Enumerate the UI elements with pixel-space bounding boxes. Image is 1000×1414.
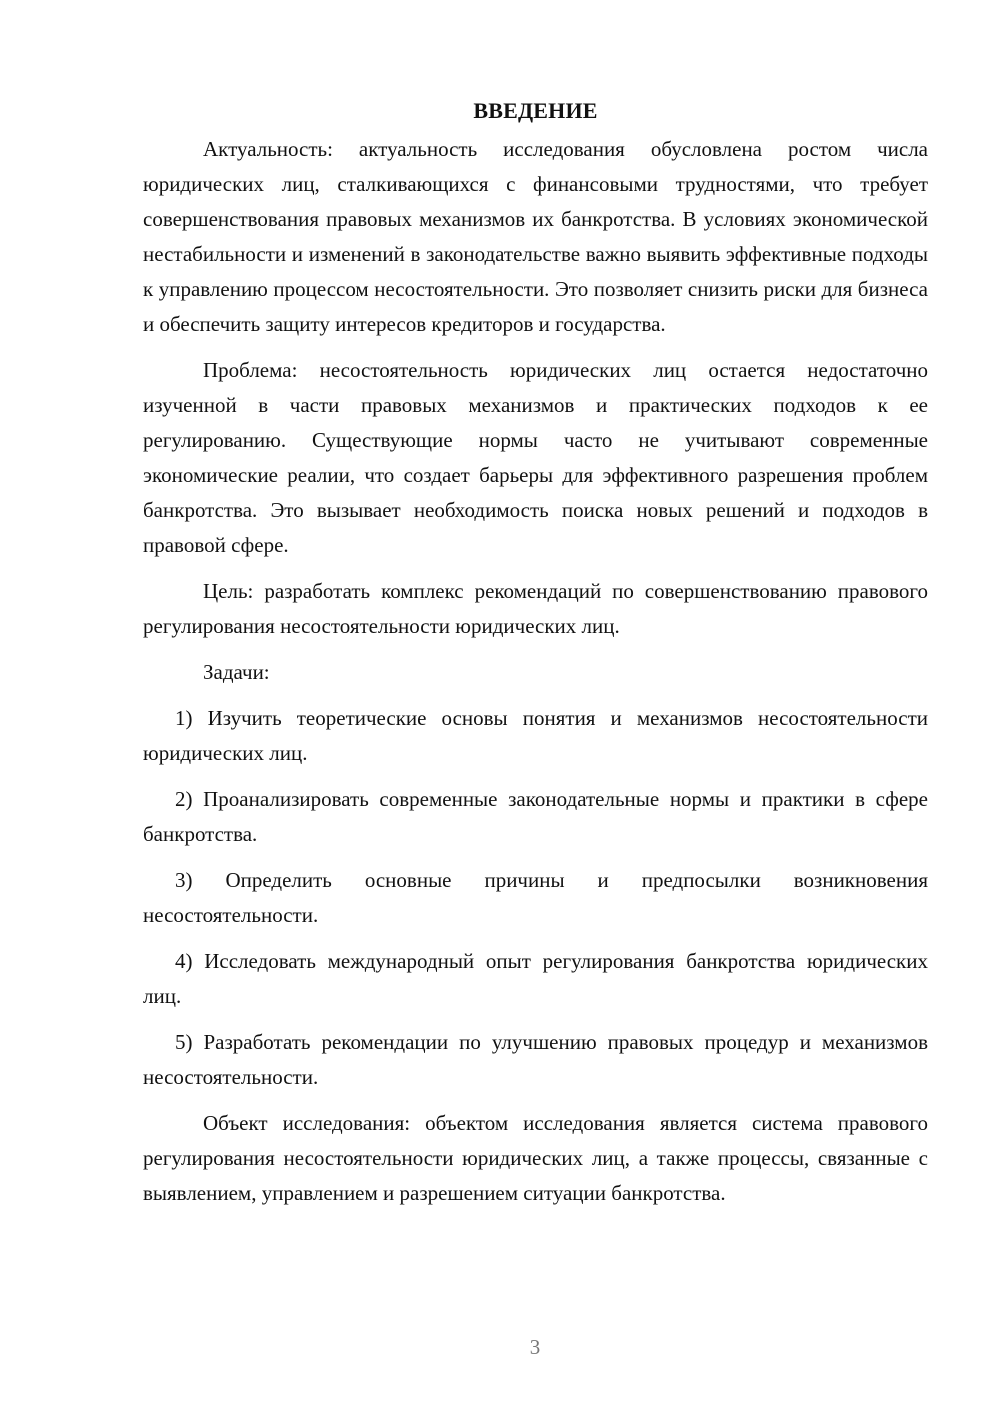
task-item-2: 2) Проанализировать современные законодательные нормы и практики в сфере банкротства. xyxy=(143,787,928,846)
object-paragraph: Объект исследования: объектом исследования является система правового регулирования несостоятельности юридических лиц, а также процессы, связанные с выявлением, управлением и разрешением ситуации банкротства. xyxy=(143,1111,928,1205)
problem-paragraph: Проблема: несостоятельность юридических лиц остается недостаточно изученной в части правовых механизмов и практических подходов к ее регулированию. Существующие нормы часто не учитывают современные экономические реалии, что создает барьеры для эффективного разрешения проблем банкротства. Это вызывает необходимость поиска новых решений и подходов в правовой сфере. xyxy=(143,358,928,557)
task-item-1: 1) Изучить теоретические основы понятия и механизмов несостоятельности юридических лиц. xyxy=(143,706,928,765)
relevance-paragraph: Актуальность: актуальность исследования обусловлена ростом числа юридических лиц, сталкивающихся с финансовыми трудностями, что требует совершенствования правовых механизмов их банкротства. В условиях экономической нестабильности и изменений в законодательстве важно выявить эффективные подходы к управлению процессом несостоятельности. Это позволяет снизить риски для бизнеса и обеспечить защиту интересов кредиторов и государства. xyxy=(143,137,928,336)
goal-paragraph: Цель: разработать комплекс рекомендаций по совершенствованию правового регулирования несостоятельности юридических лиц. xyxy=(143,579,928,638)
document-page xyxy=(143,96,928,1222)
section-title: ВВЕДЕНИЕ xyxy=(473,98,598,123)
task-item-3: 3) Определить основные причины и предпосылки возникновения несостоятельности. xyxy=(143,868,928,927)
page-number: 3 xyxy=(529,1335,541,1359)
task-item-5: 5) Разработать рекомендации по улучшению правовых процедур и механизмов несостоятельности. xyxy=(143,1030,928,1089)
tasks-heading: Задачи: xyxy=(203,660,270,684)
task-item-4: 4) Исследовать международный опыт регулирования банкротства юридических лиц. xyxy=(143,949,928,1008)
